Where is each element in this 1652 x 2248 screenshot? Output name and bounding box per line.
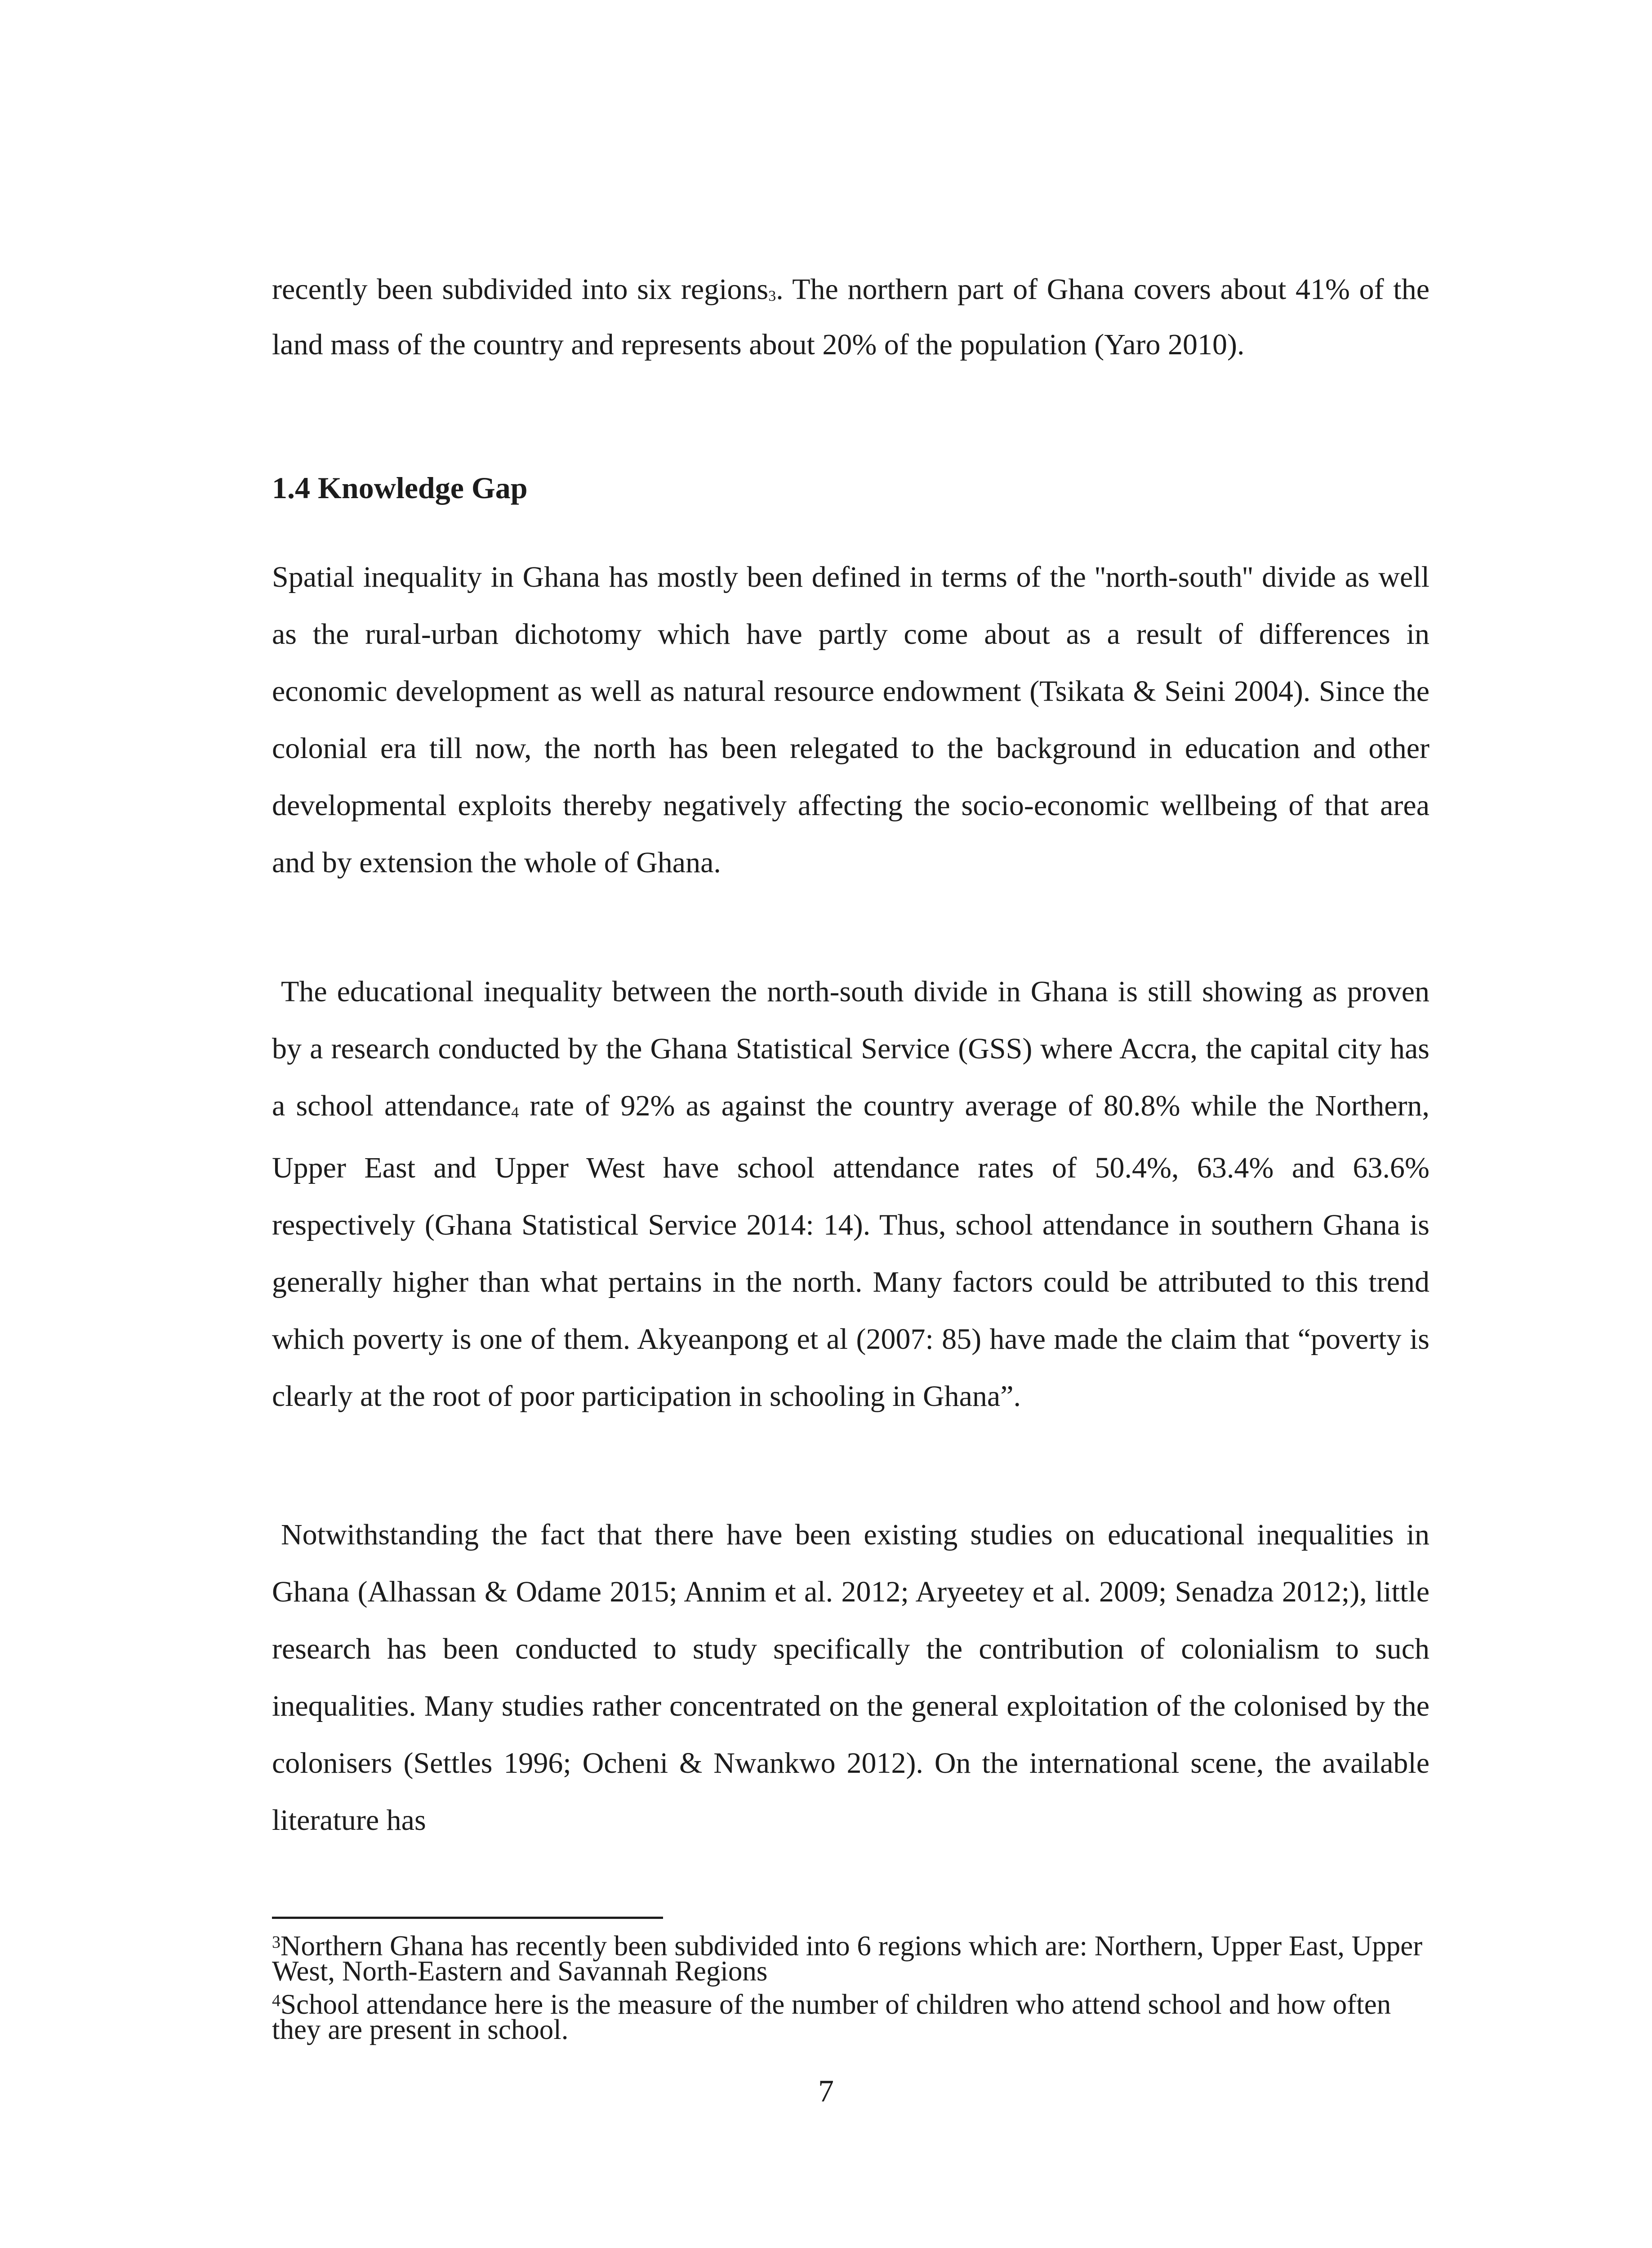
footnote-number: 4 bbox=[272, 1991, 281, 2010]
footnote-text: Northern Ghana has recently been subdivided into 6 regions which are: Northern, Upper East, Upper West, North-Eastern and Savannah Regions bbox=[272, 1930, 1423, 1987]
paragraph-1: Spatial inequality in Ghana has mostly been defined in terms of the ''north-south'' divide as well as the rural-urban dichotomy which have partly come about as a result of differences in economic development as well as natural resource endowment (Tsikata & Seini 2004). Since the colonial era till now, the north has been relegated to the background in education and other developmental exploits thereby negatively affecting the socio-economic wellbeing of that area and by extension the whole of Ghana. bbox=[272, 561, 1429, 879]
intro-paragraph bbox=[272, 264, 1429, 370]
intro-text-part1: recently been subdivided into six regions bbox=[272, 273, 769, 306]
paragraph-2-part2: rate of 92% as against the country average of 80.8% while the Northern, Upper East and Upper West have school attendance rates of 50.4%, 63.4% and 63.6% respectively (Ghana Statistical Service 2014: 14). Thus, school attendance in southern Ghana is generally higher than what pertains in the north. Many factors could be attributed to this trend which poverty is one of them. Akyeanpong et al (2007: 85) have made the claim that “poverty is clearly at the root of poor participation in schooling in Ghana”. bbox=[272, 1089, 1429, 1413]
paragraph-3: Notwithstanding the fact that there have been existing studies on educational inequalities in Ghana (Alhassan & Odame 2015; Annim et al. 2012; Aryeetey et al. 2009; Senadza 2012;), little research has been conducted to study specifically the contribution of colonialism to such inequalities. Many studies rather concentrated on the general exploitation of the colonised by the colonisers (Settles 1996; Ocheni & Nwankwo 2012). On the international scene, the available literature has bbox=[272, 1518, 1429, 1837]
footnote-text: School attendance here is the measure of the number of children who attend school and how often they are present in school. bbox=[272, 1989, 1391, 2045]
footnote-ref-4: 4 bbox=[511, 1104, 519, 1121]
paragraph-2-part1: The educational inequality between the north-south divide in Ghana is still showing as proven by a research conducted by the Ghana Statistical Service (GSS) where Accra, the capital city has a school attendance bbox=[272, 975, 1429, 1122]
footnote-3 bbox=[272, 1930, 1441, 1987]
footnote-ref-3: 3 bbox=[768, 288, 776, 304]
page-number: 7 bbox=[818, 2074, 834, 2109]
footnote-number: 3 bbox=[272, 1933, 281, 1952]
intro-text-part2: . The northern part of Ghana covers about 41% of the land mass of the country and represents about 20% of the population (Yaro 2010). bbox=[272, 273, 1429, 361]
section-heading: 1.4 Knowledge Gap bbox=[272, 471, 528, 505]
paragraph-2 bbox=[272, 963, 1429, 1425]
footnotes bbox=[272, 1930, 1441, 2050]
footnote-4 bbox=[272, 1989, 1441, 2045]
footnote-separator bbox=[272, 1917, 663, 1919]
